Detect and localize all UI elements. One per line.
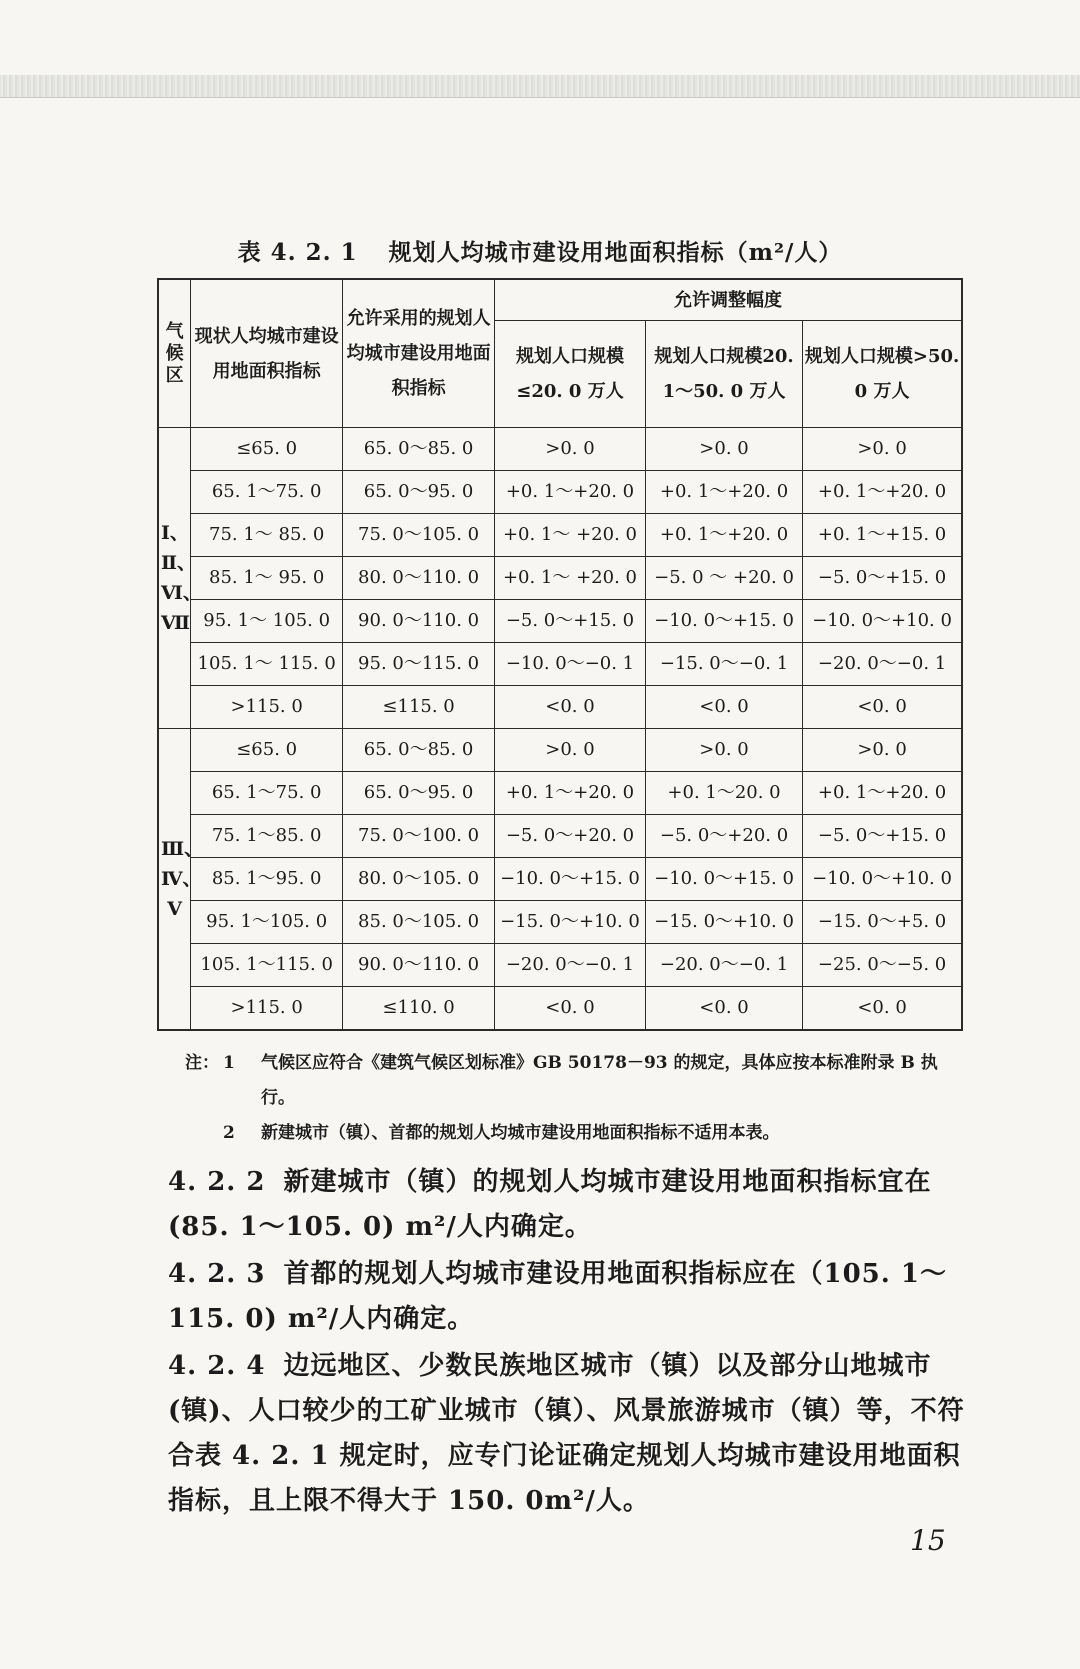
clause-paragraph: [168, 1160, 968, 1250]
note-number: 1: [223, 1053, 235, 1073]
current-index-cell: 85. 1～95. 0: [191, 858, 343, 901]
adjust-small-cell: +0. 1～+20. 0: [495, 772, 646, 815]
adjust-small-cell: +0. 1～ +20. 0: [495, 557, 646, 600]
adjust-large-cell: +0. 1～+20. 0: [803, 471, 962, 514]
adjust-large-cell: +0. 1～+15. 0: [803, 514, 962, 557]
current-index-cell: 95. 1～ 105. 0: [191, 600, 343, 643]
table-caption-number: 表 4. 2. 1: [237, 239, 358, 266]
adjust-small-cell: <0. 0: [495, 987, 646, 1031]
scan-noise-band: [0, 75, 1080, 97]
current-index-cell: 95. 1～105. 0: [191, 901, 343, 944]
adjust-large-cell: −5. 0～+15. 0: [803, 815, 962, 858]
zone-group-1: [158, 428, 962, 729]
zone-group-2: [158, 729, 962, 1031]
adjust-small-cell: −15. 0～+10. 0: [495, 901, 646, 944]
note-text: 新建城市（镇）、首都的规划人均城市建设用地面积指标不适用本表。: [261, 1123, 780, 1143]
adjust-mid-cell: <0. 0: [645, 987, 802, 1031]
table-row: [158, 600, 962, 643]
adjust-large-cell: >0. 0: [803, 729, 962, 772]
current-index-cell: 65. 1～75. 0: [191, 471, 343, 514]
adjust-mid-cell: +0. 1～+20. 0: [645, 471, 802, 514]
adjust-mid-cell: −20. 0～−0. 1: [645, 944, 802, 987]
adjust-small-cell: −5. 0～+20. 0: [495, 815, 646, 858]
allowed-index-cell: 75. 0～105. 0: [343, 514, 495, 557]
current-index-cell: >115. 0: [191, 686, 343, 729]
header-allowed-index: 允许采用的规划人均城市建设用地面积指标: [343, 279, 495, 428]
header-scale-mid: 规划人口规模20. 1～50. 0 万人: [645, 321, 802, 428]
table-row: [158, 815, 962, 858]
adjust-large-cell: −15. 0～+5. 0: [803, 901, 962, 944]
climate-zone-cell: Ⅲ、Ⅳ、Ⅴ: [158, 729, 191, 1031]
current-index-cell: 75. 1～ 85. 0: [191, 514, 343, 557]
adjust-large-cell: >0. 0: [803, 428, 962, 471]
clause-paragraph: [168, 1344, 968, 1524]
adjust-small-cell: −5. 0～+15. 0: [495, 600, 646, 643]
allowed-index-cell: 65. 0～85. 0: [343, 428, 495, 471]
adjust-large-cell: −10. 0～+10. 0: [803, 858, 962, 901]
table-caption-title: 规划人均城市建设用地面积指标（m²/人）: [388, 239, 843, 266]
current-index-cell: 85. 1～ 95. 0: [191, 557, 343, 600]
current-index-cell: >115. 0: [191, 987, 343, 1031]
current-index-cell: 105. 1～115. 0: [191, 944, 343, 987]
adjust-large-cell: −20. 0～−0. 1: [803, 643, 962, 686]
note-number: 2: [223, 1123, 235, 1143]
adjust-small-cell: +0. 1～+20. 0: [495, 471, 646, 514]
table-notes: [185, 1046, 965, 1151]
adjust-mid-cell: −5. 0～+20. 0: [645, 815, 802, 858]
allowed-index-cell: 90. 0～110. 0: [343, 600, 495, 643]
allowed-index-cell: 95. 0～115. 0: [343, 643, 495, 686]
table-row: [158, 729, 962, 772]
adjust-small-cell: +0. 1～ +20. 0: [495, 514, 646, 557]
clause-text: 首都的规划人均城市建设用地面积指标应在（105. 1～115. 0) m²/人内确定。: [168, 1259, 947, 1334]
adjust-small-cell: <0. 0: [495, 686, 646, 729]
adjust-mid-cell: −5. 0 ～ +20. 0: [645, 557, 802, 600]
clause-paragraph: [168, 1252, 968, 1342]
allowed-index-cell: 90. 0～110. 0: [343, 944, 495, 987]
current-index-cell: 65. 1～75. 0: [191, 772, 343, 815]
table-row: [158, 858, 962, 901]
allowed-index-cell: 80. 0～105. 0: [343, 858, 495, 901]
adjust-small-cell: >0. 0: [495, 729, 646, 772]
clause-number: 4. 2. 3: [168, 1259, 266, 1289]
allowed-index-cell: 85. 0～105. 0: [343, 901, 495, 944]
table-caption: [0, 234, 1080, 267]
clause-text: 边远地区、少数民族地区城市（镇）以及部分山地城市(镇)、人口较少的工矿业城市（镇）、风景旅游城市（镇）等，不符合表 4. 2. 1 规定时，应专门论证确定规划人均城市建设用地面积指标，且上限不得大于 150. 0m²/人。: [168, 1351, 965, 1516]
adjust-mid-cell: >0. 0: [645, 729, 802, 772]
header-scale-small: 规划人口规模≤20. 0 万人: [495, 321, 646, 428]
note-item: [185, 1046, 965, 1116]
adjust-small-cell: −10. 0～−0. 1: [495, 643, 646, 686]
adjust-mid-cell: −15. 0～+10. 0: [645, 901, 802, 944]
table-header-row-1: [158, 279, 962, 321]
adjust-mid-cell: −10. 0～+15. 0: [645, 858, 802, 901]
table-row: [158, 987, 962, 1031]
allowed-index-cell: 65. 0～95. 0: [343, 772, 495, 815]
current-index-cell: ≤65. 0: [191, 428, 343, 471]
note-item: [185, 1116, 965, 1151]
adjust-mid-cell: +0. 1～+20. 0: [645, 514, 802, 557]
clause-number: 4. 2. 2: [168, 1167, 266, 1197]
adjust-mid-cell: −15. 0～−0. 1: [645, 643, 802, 686]
adjust-small-cell: −10. 0～+15. 0: [495, 858, 646, 901]
header-climate-zone: 气候区: [158, 279, 191, 428]
body-text: [168, 1160, 968, 1526]
page-number: 15: [910, 1524, 946, 1557]
table-row: [158, 514, 962, 557]
table-row: [158, 944, 962, 987]
current-index-cell: 75. 1～85. 0: [191, 815, 343, 858]
adjust-large-cell: <0. 0: [803, 686, 962, 729]
header-current-index: 现状人均城市建设用地面积指标: [191, 279, 343, 428]
current-index-cell: 105. 1～ 115. 0: [191, 643, 343, 686]
header-scale-large: 规划人口规模>50. 0 万人: [803, 321, 962, 428]
allowed-index-cell: 80. 0～110. 0: [343, 557, 495, 600]
adjust-large-cell: −5. 0～+15. 0: [803, 557, 962, 600]
table-row: [158, 471, 962, 514]
climate-zone-cell: Ⅰ、Ⅱ、Ⅵ、Ⅶ: [158, 428, 191, 729]
table-row: [158, 772, 962, 815]
scan-edge-line: [0, 97, 1080, 98]
adjust-large-cell: <0. 0: [803, 987, 962, 1031]
allowed-index-cell: 75. 0～100. 0: [343, 815, 495, 858]
adjust-small-cell: −20. 0～−0. 1: [495, 944, 646, 987]
adjust-mid-cell: +0. 1～20. 0: [645, 772, 802, 815]
header-allowed-adjustment: 允许调整幅度: [495, 279, 962, 321]
adjust-mid-cell: >0. 0: [645, 428, 802, 471]
table-row: [158, 428, 962, 471]
allowed-index-cell: 65. 0～95. 0: [343, 471, 495, 514]
table-row: [158, 643, 962, 686]
clause-text: 新建城市（镇）的规划人均城市建设用地面积指标宜在(85. 1～105. 0) m²/人内确定。: [168, 1167, 932, 1242]
land-use-index-table: [157, 278, 963, 1031]
allowed-index-cell: ≤110. 0: [343, 987, 495, 1031]
adjust-small-cell: >0. 0: [495, 428, 646, 471]
table-row: [158, 901, 962, 944]
adjust-large-cell: −25. 0～−5. 0: [803, 944, 962, 987]
note-text: 气候区应符合《建筑气候区划标准》GB 50178－93 的规定，具体应按本标准附录 B 执行。: [261, 1053, 938, 1108]
current-index-cell: ≤65. 0: [191, 729, 343, 772]
adjust-large-cell: −10. 0～+10. 0: [803, 600, 962, 643]
adjust-mid-cell: <0. 0: [645, 686, 802, 729]
clause-number: 4. 2. 4: [168, 1351, 266, 1381]
adjust-mid-cell: −10. 0～+15. 0: [645, 600, 802, 643]
table-row: [158, 557, 962, 600]
adjust-large-cell: +0. 1～+20. 0: [803, 772, 962, 815]
allowed-index-cell: 65. 0～85. 0: [343, 729, 495, 772]
allowed-index-cell: ≤115. 0: [343, 686, 495, 729]
notes-label: 注：: [185, 1053, 219, 1073]
table-row: [158, 686, 962, 729]
